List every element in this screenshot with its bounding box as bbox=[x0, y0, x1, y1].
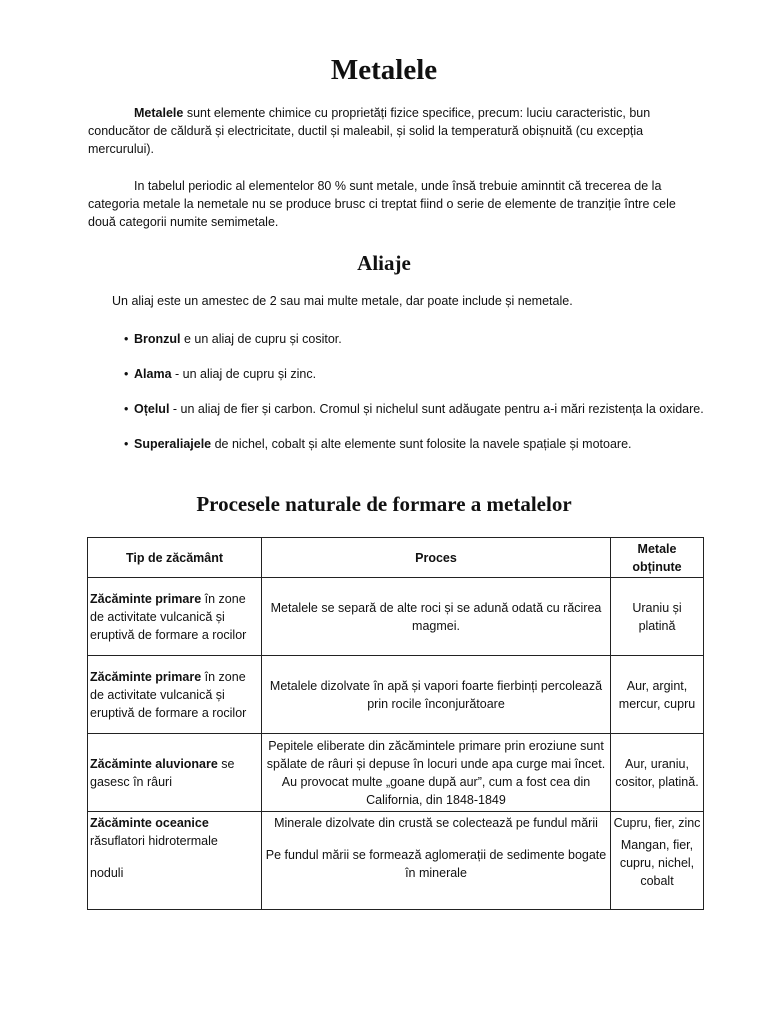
cell-process: Pepitele eliberate din zăcămintele primare prin eroziune sunt spălate de râuri și depuse în locuri unde apa curge mai încet. Au provocat multe „goane după aur”, cum a fost cea din California, din 1848-1849 bbox=[262, 734, 611, 812]
alloy-name: Alama bbox=[134, 367, 172, 381]
column-header-metals: Metale obținute bbox=[611, 538, 704, 578]
column-header-type: Tip de zăcământ bbox=[88, 538, 262, 578]
alloys-list bbox=[126, 330, 706, 453]
cell-process: Metalele dizolvate în apă și vapori foarte fierbinți percolează prin rocile înconjurătoare bbox=[262, 656, 611, 734]
deposit-type: Zăcăminte primare bbox=[90, 591, 202, 606]
processes-table bbox=[87, 537, 704, 910]
metals-definition-text: sunt elemente chimice cu proprietăți fizice specifice, precum: luciu caracteristic, bun conducător de căldură și electricitate, ductil și maleabil, și solid la temperatură obișnuită (cu excepția mercurului). bbox=[88, 106, 651, 156]
paragraph-periodic-table: In tabelul periodic al elementelor 80 % sunt metale, unde însă trebuie aminntit că trecerea de la categoria metale la nemetale nu se produce brusc ci treptat fiind o serie de elemente de tranziție între cele două categorii numite semimetale. bbox=[88, 179, 676, 229]
deposit-type: Zăcăminte primare bbox=[90, 669, 202, 684]
metals-lead-word: Metalele bbox=[134, 106, 184, 120]
spacer bbox=[264, 832, 608, 846]
alloy-description: - un aliaj de cupru și zinc. bbox=[171, 367, 317, 381]
metals-vents: Cupru, fier, zinc bbox=[613, 816, 701, 830]
deposit-type: Zăcăminte aluvionare bbox=[90, 756, 218, 771]
cell-metals bbox=[611, 812, 704, 910]
cell-metals: Aur, uraniu, cositor, platină. bbox=[611, 734, 704, 812]
alloy-name: Bronzul bbox=[134, 332, 181, 346]
alloys-intro: Un aliaj este un amestec de 2 sau mai multe metale, dar poate include și nemetale. bbox=[112, 294, 573, 308]
spacer bbox=[90, 850, 259, 864]
column-header-process: Proces bbox=[262, 538, 611, 578]
list-item bbox=[126, 365, 706, 383]
cell-metals: Uraniu și platină bbox=[611, 578, 704, 656]
table-row bbox=[88, 656, 704, 734]
list-item bbox=[126, 435, 706, 453]
deposit-type-detail: în zone de activitate vulcanică și eruptivă de formare a rocilor bbox=[90, 591, 247, 642]
deposit-type-detail: se gasesc în râuri bbox=[90, 756, 235, 789]
table-row bbox=[88, 812, 704, 910]
cell-type bbox=[88, 734, 262, 812]
alloy-description: de nichel, cobalt și alte elemente sunt folosite la navele spațiale și motoare. bbox=[211, 437, 632, 451]
process-vents: Minerale dizolvate din crustă se colectează pe fundul mării bbox=[274, 816, 598, 830]
deposit-subtype-nodules: noduli bbox=[90, 866, 124, 880]
list-item bbox=[126, 400, 706, 418]
cell-type bbox=[88, 812, 262, 910]
metals-nodules: Mangan, fier, cupru, nichel, cobalt bbox=[619, 838, 695, 888]
deposit-type-detail: în zone de activitate vulcanică și eruptivă de formare a rocilor bbox=[90, 669, 247, 720]
cell-metals: Aur, argint, mercur, cupru bbox=[611, 656, 704, 734]
section-heading-processes: Procesele naturale de formare a metalelor bbox=[196, 492, 572, 516]
cell-process bbox=[262, 812, 611, 910]
table-row bbox=[88, 578, 704, 656]
page-title: Metalele bbox=[330, 54, 438, 86]
process-nodules: Pe fundul mării se formează aglomerații de sedimente bogate în minerale bbox=[265, 848, 607, 880]
paragraph-metals-definition bbox=[88, 104, 692, 158]
table-header-row bbox=[88, 538, 704, 578]
deposit-subtype-vents: răsuflatori hidrotermale bbox=[90, 834, 218, 848]
cell-process: Metalele se separă de alte roci și se adună odată cu răcirea magmei. bbox=[262, 578, 611, 656]
deposit-type: Zăcăminte oceanice bbox=[90, 816, 209, 830]
cell-type bbox=[88, 656, 262, 734]
section-heading-alloys: Aliaje bbox=[357, 251, 411, 275]
alloy-description: e un aliaj de cupru și cositor. bbox=[180, 332, 342, 346]
table-row bbox=[88, 734, 704, 812]
alloy-name: Superaliajele bbox=[134, 437, 212, 451]
alloy-name: Oțelul bbox=[134, 402, 170, 416]
list-item bbox=[126, 330, 706, 348]
cell-type bbox=[88, 578, 262, 656]
alloy-description: - un aliaj de fier și carbon. Cromul și nichelul sunt adăugate pentru a-i mări rezistența la oxidare. bbox=[169, 402, 704, 416]
